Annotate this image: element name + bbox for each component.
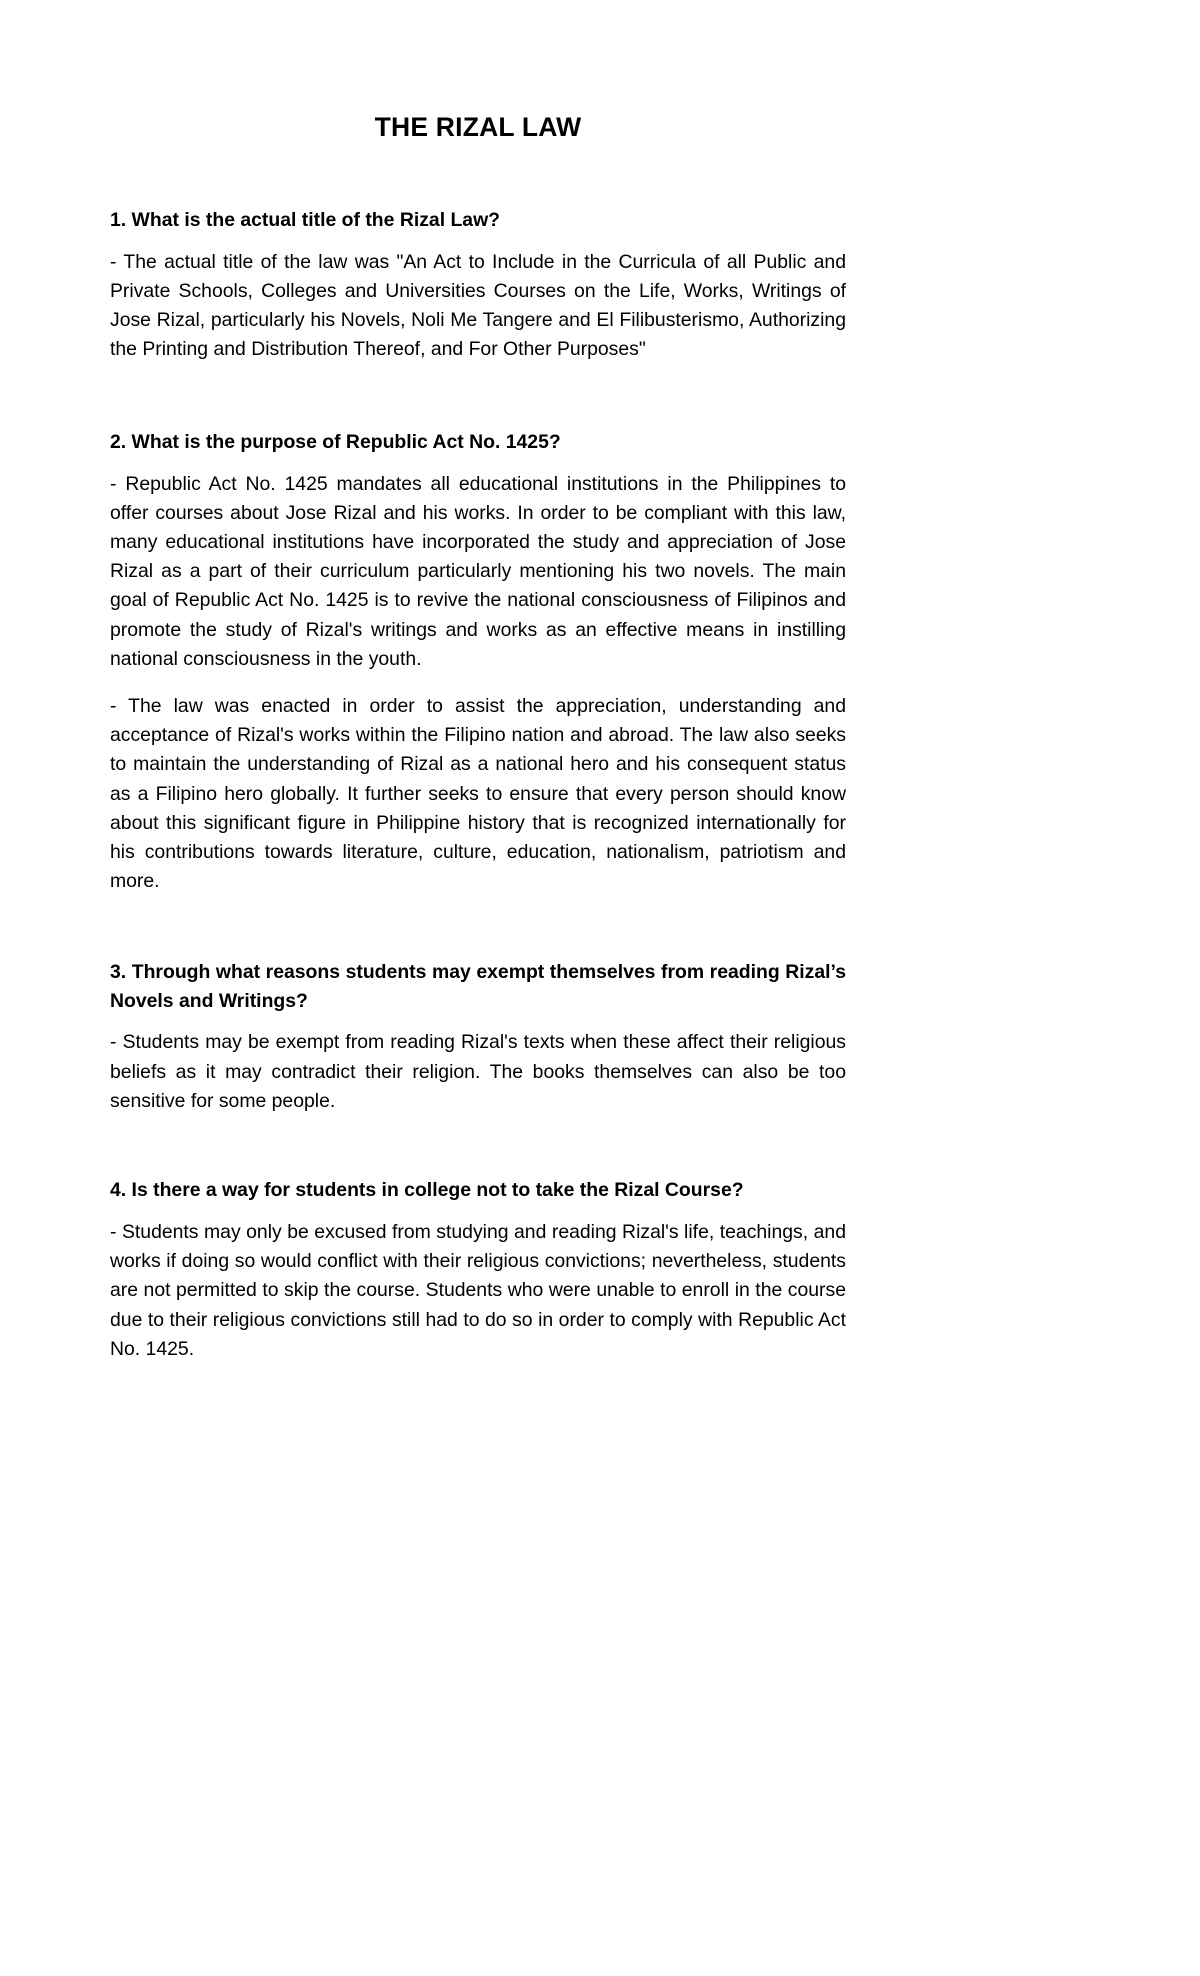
page-title: THE RIZAL LAW <box>374 112 582 142</box>
answer-paragraph-4-1: - Students may only be excused from studying and reading Rizal's life, teachings, and works if doing so would conflict with their religious convictions; nevertheless, students are not permitted to skip the course. Students who were unable to enroll in the course due to their religious convictions still had to do so in order to comply with Republic Act No. 1425. <box>110 1221 846 1360</box>
spacer <box>110 1016 846 1028</box>
spacer <box>110 457 846 470</box>
answer-paragraph-1-1: - The actual title of the law was "An Act to Include in the Curricula of all Public and Private Schools, Colleges and Universities Courses on the Life, Works, Writings of Jose Rizal, particularly his Novels, Noli Me Tangere and El Filibusterismo, Authorizing the Printing and Distribution Thereof, and For Other Purposes" <box>110 250 846 361</box>
spacer <box>110 144 846 206</box>
question-heading-1: 1. What is the actual title of the Rizal Law? <box>110 208 501 231</box>
spacer <box>110 1205 846 1218</box>
answer-paragraph-3-1: - Students may be exempt from reading Rizal's texts when these affect their religious beliefs as it may contradict their religion. The books themselves can also be too sensitive for some people. <box>110 1031 846 1112</box>
spacer <box>110 365 846 428</box>
spacer <box>110 235 846 248</box>
spacer <box>110 674 846 692</box>
question-heading-2: 2. What is the purpose of Republic Act No. 1425? <box>110 430 561 453</box>
question-heading-3: 3. Through what reasons students may exempt themselves from reading Rizal’s Novels and Writings? <box>110 961 846 1013</box>
spacer <box>110 1116 846 1176</box>
spacer <box>110 896 846 958</box>
document-content <box>110 0 846 1364</box>
answer-paragraph-2-2: - The law was enacted in order to assist the appreciation, understanding and acceptance of Rizal's works within the Filipino nation and abroad. The law also seeks to maintain the understanding of Rizal as a national hero and his consequent status as a Filipino hero globally. It further seeks to ensure that every person should know about this significant figure in Philippine history that is recognized internationally for his contributions towards literature, culture, education, nationalism, patriotism and more. <box>110 695 846 893</box>
answer-paragraph-2-1: - Republic Act No. 1425 mandates all educational institutions in the Philippines to offer courses about Jose Rizal and his works. In order to be compliant with this law, many educational institutions have incorporated the study and appreciation of Jose Rizal as a part of their curriculum particularly mentioning his two novels. The main goal of Republic Act No. 1425 is to revive the national consciousness of Filipinos and promote the study of Rizal's writings and works as an effective means in instilling national consciousness in the youth. <box>110 472 846 670</box>
question-heading-4: 4. Is there a way for students in college not to take the Rizal Course? <box>110 1179 744 1202</box>
